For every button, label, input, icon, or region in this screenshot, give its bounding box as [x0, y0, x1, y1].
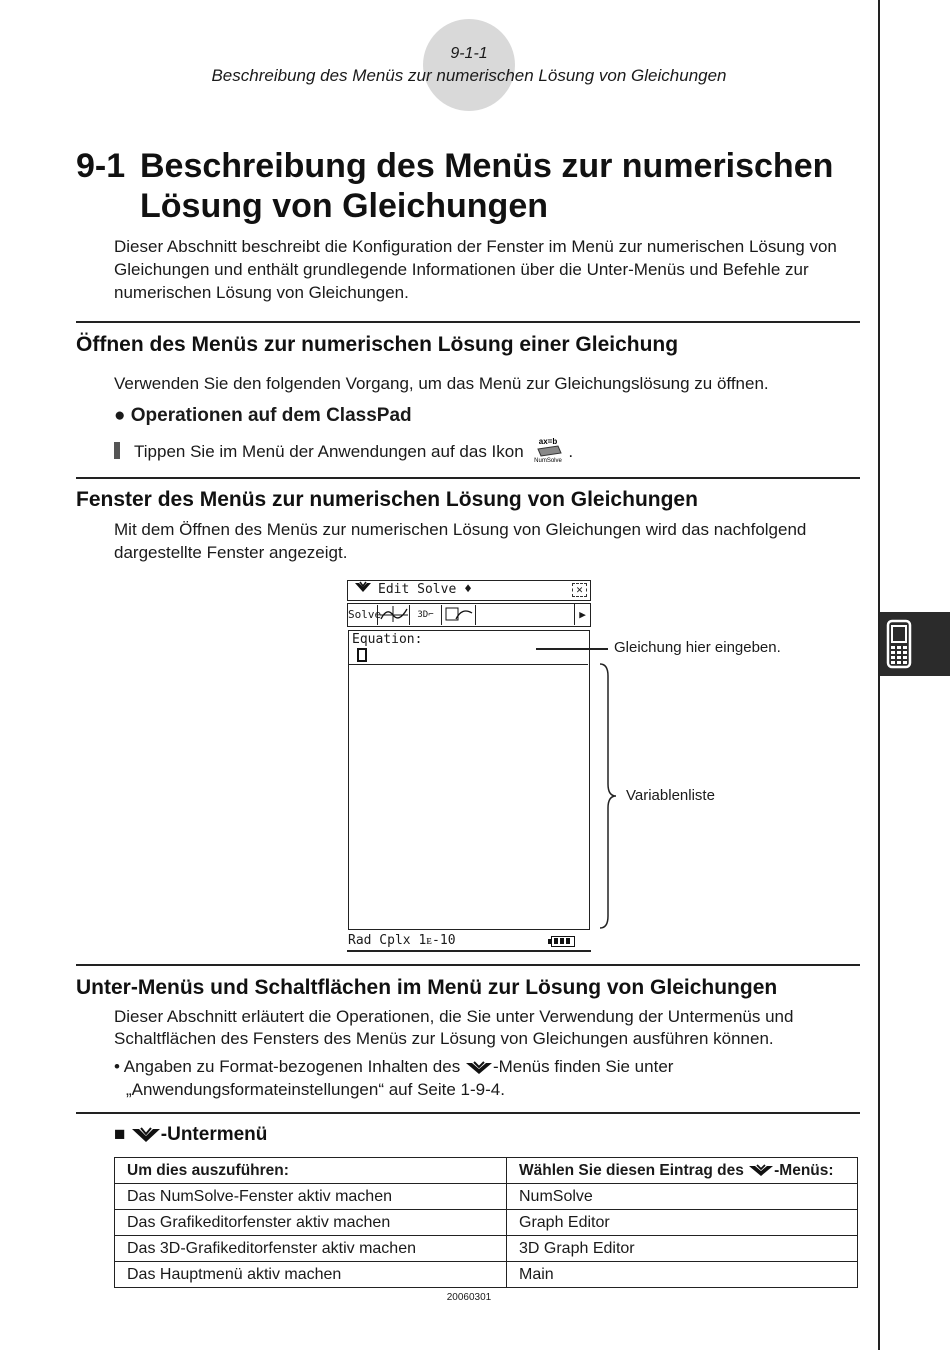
- wing-menu-icon: [748, 1164, 774, 1177]
- equation-callout-line: [536, 648, 608, 650]
- table-cell-item: 3D Graph Editor: [507, 1236, 858, 1262]
- graph-icon: [379, 605, 409, 623]
- wing-menu-icon[interactable]: [354, 581, 378, 599]
- square-bullet-icon: ■: [114, 1124, 126, 1145]
- wing-menu-icon: [465, 1061, 493, 1075]
- table-row: [115, 1262, 858, 1288]
- variable-list-callout: Variablenliste: [626, 787, 715, 804]
- section-divider: [76, 321, 860, 323]
- table-cell-item: Graph Editor: [507, 1210, 858, 1236]
- step-end: .: [568, 441, 574, 461]
- table-header-item: [507, 1158, 858, 1184]
- toolbar-scroll-arrow[interactable]: ▶: [574, 604, 590, 625]
- chapter-tab: [880, 612, 950, 676]
- status-text: Rad Cplx 1ᴇ-10: [348, 933, 456, 948]
- bullet-icon: ●: [114, 405, 126, 426]
- numsolve-app-icon: [528, 437, 568, 468]
- table-cell-item: Main: [507, 1262, 858, 1288]
- calculator-icon: [886, 619, 912, 669]
- text-cursor: [357, 648, 367, 662]
- table-row: [115, 1236, 858, 1262]
- section2-text: Mit dem Öffnen des Menüs zur numerischen Lösung von Gleichungen wird das nachfolgend dargestellte Fenster angezeigt.: [114, 520, 807, 562]
- battery-icon: [551, 936, 575, 947]
- table-cell-item: NumSolve: [507, 1184, 858, 1210]
- submenu-heading: [114, 1124, 267, 1146]
- equation-callout: Gleichung hier eingeben.: [614, 639, 781, 656]
- table-header-item-prefix: Wählen Sie diesen Eintrag des: [519, 1161, 744, 1179]
- table-cell-action: Das Grafikeditorfenster aktiv machen: [115, 1210, 507, 1236]
- header-title: Beschreibung des Menüs zur numerischen Lösung von Gleichungen: [211, 66, 727, 85]
- section-divider: [76, 964, 860, 966]
- main-title: [76, 146, 833, 226]
- close-icon[interactable]: ✕: [572, 583, 587, 597]
- table-graph-icon: [444, 605, 474, 623]
- table-graph-button[interactable]: [442, 605, 476, 625]
- numsolve-icon-label: NumSolve: [534, 458, 563, 463]
- section2-heading: Fenster des Menüs zur numerischen Lösung von Gleichungen: [76, 488, 698, 511]
- bullet-heading-text: Operationen auf dem ClassPad: [130, 405, 412, 426]
- section1-text: Verwenden Sie den folgenden Vorgang, um das Menü zur Gleichungslösung zu öffnen.: [114, 374, 769, 393]
- submenu-heading-text: -Untermenü: [160, 1124, 268, 1145]
- graph-button[interactable]: [378, 605, 410, 625]
- screen-toolbar: [347, 603, 591, 627]
- section1-heading: Öffnen des Menüs zur numerischen Lösung einer Gleichung: [76, 333, 679, 356]
- table-row: [115, 1184, 858, 1210]
- format-note-prefix: • Angaben zu Format-bezogenen Inhalten des: [114, 1057, 461, 1076]
- main-title-line1: Beschreibung des Menüs zur numerischen: [140, 147, 834, 185]
- bullet-heading: [114, 405, 412, 427]
- format-note-reference: „Anwendungsformateinstellungen“ auf Seite 1-9-4.: [126, 1080, 505, 1099]
- table-cell-action: Das NumSolve-Fenster aktiv machen: [115, 1184, 507, 1210]
- equation-label: Equation:: [352, 632, 423, 647]
- wing-menu-icon: [131, 1127, 161, 1143]
- solve-button[interactable]: Solve: [348, 605, 378, 625]
- format-note: [114, 1055, 864, 1101]
- section-number: 9-1: [76, 147, 126, 185]
- table-header-row: [115, 1158, 858, 1184]
- table-header-action: Um dies auszuführen:: [115, 1158, 507, 1184]
- submenu-table: [114, 1157, 858, 1288]
- table-cell-action: Das Hauptmenü aktiv machen: [115, 1262, 507, 1288]
- screen-main-area: [348, 630, 590, 930]
- variable-list-brace: [598, 662, 622, 930]
- header-circle: [423, 19, 515, 111]
- numsolve-icon-top-label: ax=b: [539, 437, 558, 446]
- step-line: [114, 437, 573, 468]
- intro-paragraph: Dieser Abschnitt beschreibt die Konfiguration der Fenster im Menü zur numerischen Lösung von Gleichungen und enthält grundlegende Informationen über die Unter-Menüs und Befehle zur numerischen Lösung von Gleichungen.: [114, 237, 837, 302]
- footer-code: 20060301: [446, 1292, 492, 1303]
- 3d-graph-label: 3D: [417, 610, 429, 620]
- classpad-screen: [347, 580, 593, 952]
- step-text: Tippen Sie im Menü der Anwendungen auf das Ikon: [134, 441, 524, 461]
- table-header-item-suffix: -Menüs:: [774, 1161, 834, 1179]
- section-divider: [76, 477, 860, 479]
- page-number: 9-1-1: [450, 45, 488, 62]
- screen-menu-items[interactable]: Edit Solve ♦: [378, 582, 472, 597]
- format-note-suffix: -Menüs finden Sie unter: [492, 1057, 674, 1076]
- section3-text: Dieser Abschnitt erläutert die Operationen, die Sie unter Verwendung der Untermenüs und Schaltflächen des Fensters des Menüs zur Lösung von Gleichungen ausführen können.: [114, 1007, 794, 1048]
- screen-menubar: [347, 580, 591, 601]
- step-marker-icon: [114, 442, 120, 459]
- section-divider: [76, 1112, 860, 1114]
- status-bar: [347, 933, 591, 952]
- section3-heading: Unter-Menüs und Schaltflächen im Menü zur Lösung von Gleichungen: [76, 976, 778, 999]
- main-title-line2: Lösung von Gleichungen: [140, 187, 548, 225]
- table-cell-action: Das 3D-Grafikeditorfenster aktiv machen: [115, 1236, 507, 1262]
- table-row: [115, 1210, 858, 1236]
- 3d-graph-button[interactable]: 3D⌐: [410, 605, 442, 625]
